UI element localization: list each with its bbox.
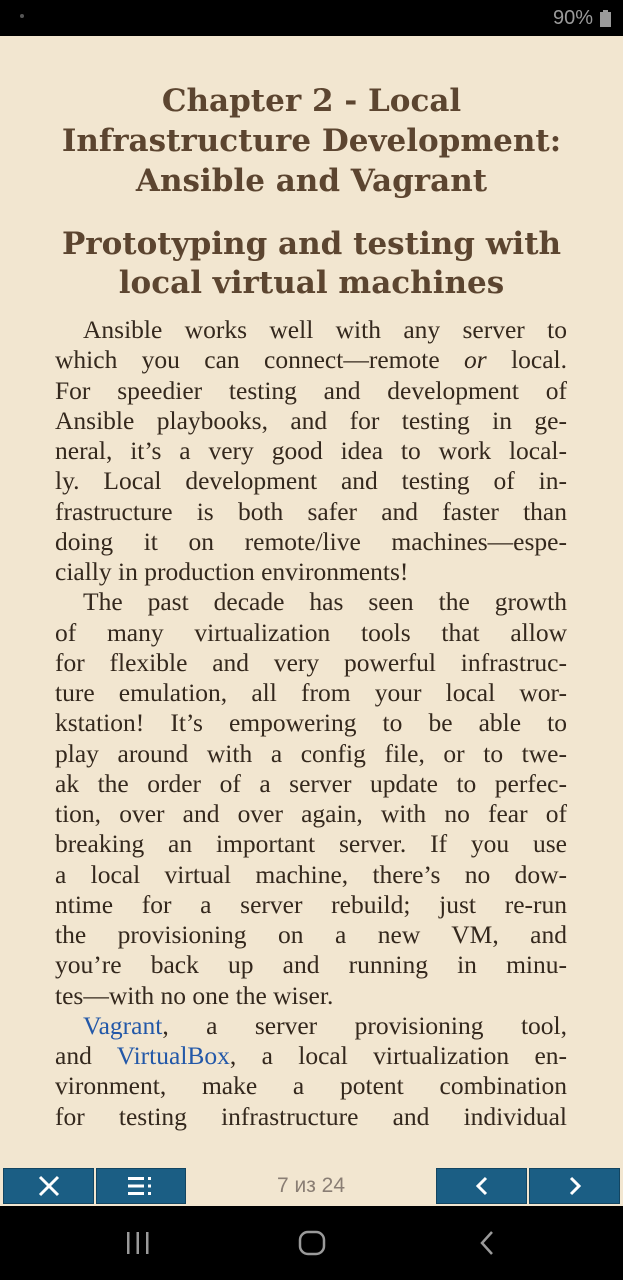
table-of-contents-button[interactable]	[96, 1168, 186, 1204]
close-button[interactable]	[3, 1168, 94, 1204]
virtualbox-link[interactable]: VirtualBox	[116, 1041, 230, 1070]
chapter-body	[55, 315, 567, 1132]
text-line: you’re back up and running in minu-	[55, 950, 567, 980]
notification-dot-icon	[20, 14, 24, 18]
section-title	[40, 225, 583, 303]
text-line: play around with a config file, or to twe-	[55, 738, 567, 768]
text-line: ntime for a server rebuild; just re-run	[55, 889, 567, 919]
chapter-title-line: Chapter 2 - Local	[161, 83, 462, 119]
table-of-contents-icon	[128, 1175, 154, 1197]
chapter-title	[40, 81, 583, 201]
text-line: which you can connect—remote or local.	[55, 345, 567, 375]
text-line: neral, it’s a very good idea to work local-	[55, 436, 567, 465]
section-title-line: local virtual machines	[118, 265, 505, 301]
text-line: ak the order of a server update to perfec-	[55, 768, 567, 798]
emphasis-text: or	[464, 345, 487, 375]
recent-apps-icon[interactable]	[123, 1228, 153, 1258]
reader-toolbar	[0, 1168, 623, 1206]
home-icon[interactable]	[297, 1228, 327, 1258]
previous-page-button[interactable]	[436, 1168, 527, 1204]
chapter-title-line: Infrastructure Development:	[61, 123, 562, 159]
vagrant-link[interactable]: Vagrant	[83, 1010, 163, 1040]
text-line: kstation! It’s empowering to be able to	[55, 708, 567, 738]
text-line: vironment, make a potent combination	[55, 1071, 567, 1101]
text-line: and VirtualBox, a local virtualization en-	[55, 1041, 568, 1070]
text-line: of many virtualization tools that allow	[55, 617, 567, 647]
battery-icon	[600, 10, 611, 27]
text-line: a local virtual machine, there’s no dow-	[55, 859, 567, 889]
text-line: cially in production environments!	[55, 557, 409, 586]
close-icon	[37, 1174, 61, 1198]
text-line: ly. Local development and testing of in-	[55, 466, 567, 496]
text-line: breaking an important server. If you use	[55, 829, 567, 859]
system-navigation-bar	[0, 1206, 623, 1280]
text-line: Ansible playbooks, and for testing in ge-	[55, 405, 567, 435]
reader-page[interactable]	[0, 36, 623, 1168]
text-line: The past decade has seen the growth	[83, 587, 567, 617]
text-line: for flexible and very powerful infrastruc-	[55, 647, 567, 677]
section-title-line: Prototyping and testing with	[61, 226, 562, 262]
chapter-title-line: Ansible and Vagrant	[135, 163, 488, 199]
text-line: Ansible works well with any server to	[83, 315, 567, 344]
chevron-right-icon	[567, 1175, 583, 1197]
page-indicator: 7 из 24	[276, 1174, 346, 1197]
text-line: for testing infrastructure and individual	[55, 1101, 567, 1131]
text-line: doing it on remote/live machines—espe-	[55, 526, 567, 556]
text-line: ture emulation, all from your local wor-	[55, 678, 567, 707]
status-bar	[0, 0, 623, 36]
text-line: tes—with no one the wiser.	[55, 980, 334, 1010]
text-line: frastructure is both safer and faster than	[55, 496, 567, 526]
text-line: For speedier testing and development of	[55, 375, 567, 405]
next-page-button[interactable]	[529, 1168, 620, 1204]
text-line: the provisioning on a new VM, and	[55, 920, 567, 949]
back-icon[interactable]	[473, 1228, 503, 1258]
text-line: tion, over and over again, with no fear of	[55, 799, 567, 828]
chevron-left-icon	[474, 1175, 490, 1197]
battery-percentage: 90%	[552, 7, 593, 29]
text-line: Vagrant, a server provisioning tool,	[83, 1010, 567, 1040]
